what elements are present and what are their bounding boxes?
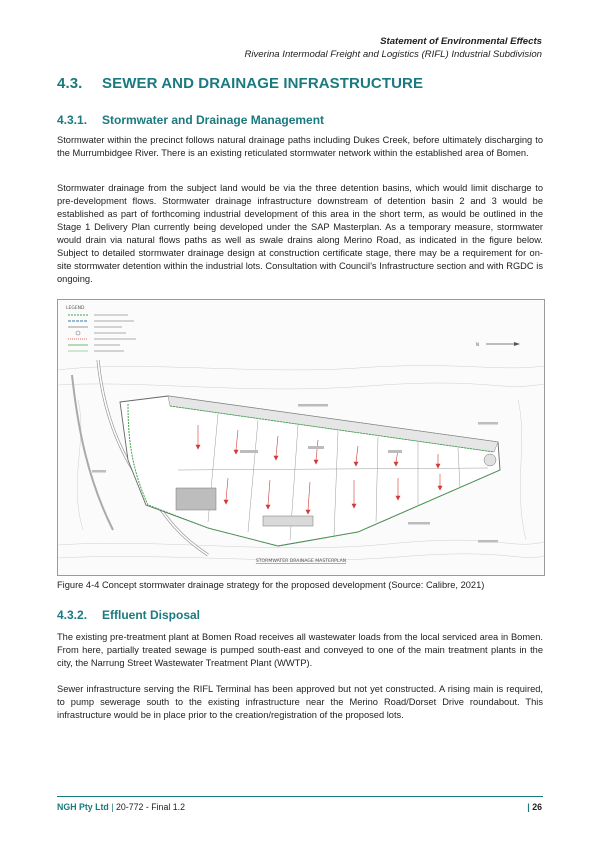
plan-title: STORMWATER DRAINAGE MASTERPLAN xyxy=(255,559,347,564)
section-title: SEWER AND DRAINAGE INFRASTRUCTURE xyxy=(102,75,424,92)
subsection-number: 4.3.1. xyxy=(57,113,88,127)
page-number: 26 xyxy=(532,802,542,812)
paragraph: Sewer infrastructure serving the RIFL Terminal has been approved but not yet constructed. A rising main is required, to pump sewerage south to the existing infrastructure near the Merino Road/Dorset Drive roundabout. This infrastructure would be in place prior to the creation/registration of the proposed lots. xyxy=(57,684,543,720)
subsection-heading-effluent xyxy=(57,608,200,622)
section-number: 4.3. xyxy=(57,75,83,92)
header-title: Statement of Environmental Effects xyxy=(380,36,542,47)
footer-left: NGH Pty Ltd | 20-772 - Final 1.2 xyxy=(57,802,185,812)
paragraph: Stormwater within the precinct follows natural drainage paths including Dukes Creek, before ultimately discharging to the Murrumbidgee River. There is an existing reticulated stormwater network within the established area of Bomen. xyxy=(57,135,543,158)
footer-page: | 26 xyxy=(527,802,542,812)
footer-document-ref: 20-772 - Final 1.2 xyxy=(116,802,185,812)
subsection-number: 4.3.2. xyxy=(57,608,88,622)
subsection-title: Effluent Disposal xyxy=(102,608,201,622)
subdivision-boundary xyxy=(120,396,500,546)
site-plan-drawing xyxy=(58,300,544,575)
subsection-heading-stormwater xyxy=(57,113,324,127)
footer-company: NGH Pty Ltd xyxy=(57,802,109,812)
north-arrow-icon xyxy=(476,342,520,347)
section-heading xyxy=(57,75,423,92)
svg-text:N: N xyxy=(476,342,479,347)
figure-caption: Figure 4-4 Concept stormwater drainage strategy for the proposed development (Source: Calibre, 2021) xyxy=(57,580,485,590)
legend-swatches xyxy=(68,315,136,351)
paragraph: Stormwater drainage from the subject land would be via the three detention basins, which would limit discharge to pre-development flows. Stormwater drainage infrastructure downstream of detention basin 2 and 3 would be established as part of forthcoming industrial development of this area in the short term, as would be outlined in the Stage 1 Delivery Plan currently being developed under the SAP Masterplan. As a temporary measure, stormwater would drain via natural flows paths as well as swale drains along Merino Road, as indicated in the figure below. Subject to detailed stormwater drainage design at construction certificate stage, there may be a requirement for on-site stormwater detention within the industrial lots. Consultation with Council’s Infrastructure section and with RGDC is ongoing. xyxy=(57,183,543,284)
legend-title: LEGEND xyxy=(66,306,85,311)
footer-rule xyxy=(57,796,543,797)
header-subtitle: Riverina Intermodal Freight and Logistics (RIFL) Industrial Subdivision xyxy=(244,49,542,60)
stormwater-masterplan-figure xyxy=(57,299,545,576)
paragraph: The existing pre-treatment plant at Bomen Road receives all wastewater loads from the local serviced area in Bomen. From here, partially treated sewage is pumped south-east and conveyed to one of the main treatment plants in the city, the Narrung Street Wastewater Treatment Plant (WWTP). xyxy=(57,632,543,668)
running-header xyxy=(244,35,542,61)
subsection-title: Stormwater and Drainage Management xyxy=(102,113,325,127)
